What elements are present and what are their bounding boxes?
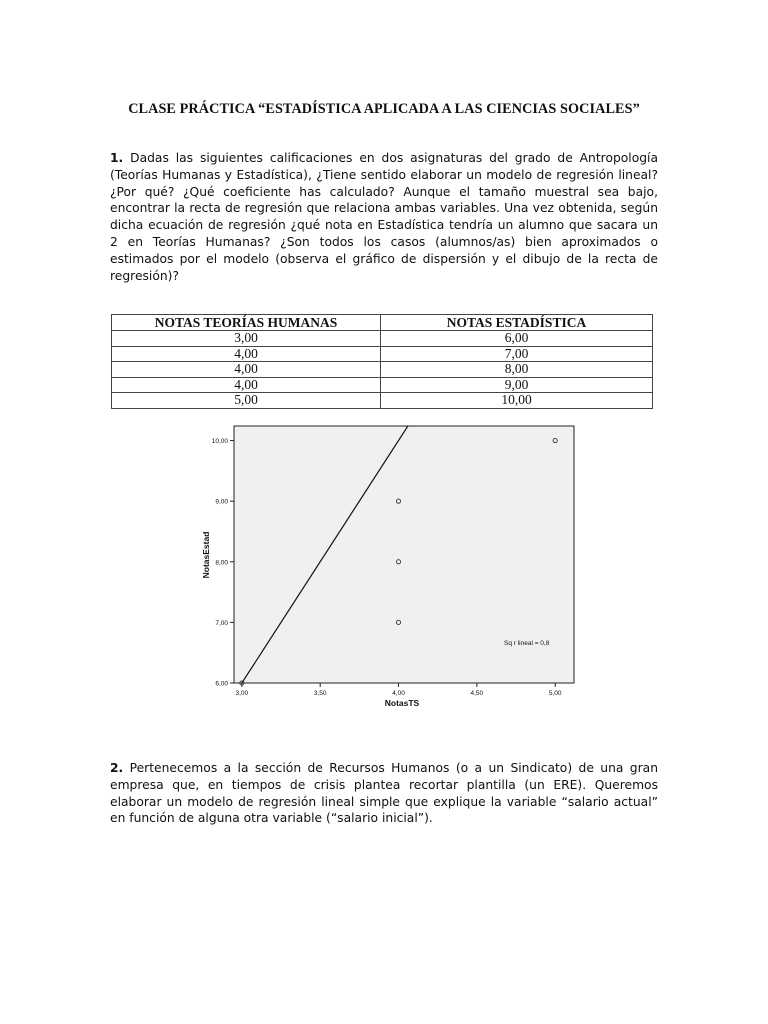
question-2-text: Pertenecemos a la sección de Recursos Humanos (o a un Sindicato) de una gran empresa que, en tiempos de crisis plantea recortar plantilla (un ERE). Queremos elaborar un modelo de regresión lineal simple que explique la variable “salario actual” en función de alguna otra variable (“salario inicial”). <box>110 761 658 826</box>
table-row <box>112 362 653 378</box>
y-tick-label: 8,00 <box>215 559 228 567</box>
cell-estadistica: 10,00 <box>381 393 653 409</box>
question-1-text: Dadas las siguientes calificaciones en dos asignaturas del grado de Antropología (Teorías Humanas y Estadística), ¿Tiene sentido elaborar un modelo de regresión lineal? ¿Por qué? ¿Qué coeficiente has calculado? Aunque el tamaño muestral sea bajo, encontrar la recta de regresión que relaciona ambas variables. Una vez obtenida, según dicha ecuación de regresión ¿qué nota en Estadística tendría un alumno que sacara un 2 en Teorías Humanas? ¿Son todos los casos (alumnos/as) bien aproximados o estimados por el modelo (observa el gráfico de dispersión y el dibujo de la recta de regresión)? <box>110 151 658 283</box>
cell-estadistica: 9,00 <box>381 377 653 393</box>
x-tick-label: 4,50 <box>470 690 484 697</box>
question-2-number: 2. <box>110 761 124 775</box>
table-header-row <box>112 315 653 331</box>
cell-estadistica: 8,00 <box>381 362 653 378</box>
r-squared-annotation: Sq r lineal = 0,8 <box>504 640 550 647</box>
y-axis-label: NotasEstad <box>201 531 211 579</box>
grades-table <box>111 314 653 409</box>
cell-teorias: 3,00 <box>112 331 381 347</box>
cell-teorias: 4,00 <box>112 346 381 362</box>
x-tick-label: 3,00 <box>235 690 249 697</box>
x-tick-label: 3,50 <box>313 690 327 697</box>
y-tick-label: 6,00 <box>215 680 228 688</box>
table-row <box>112 331 653 347</box>
cell-estadistica: 7,00 <box>381 346 653 362</box>
header-notas-estadistica: NOTAS ESTADÍSTICA <box>381 315 653 331</box>
document-title: CLASE PRÁCTICA “ESTADÍSTICA APLICADA A LAS CIENCIAS SOCIALES” <box>128 101 640 117</box>
y-tick-label: 7,00 <box>215 619 228 627</box>
cell-teorias: 4,00 <box>112 362 381 378</box>
scatter-plot <box>190 418 590 718</box>
x-tick-label: 5,00 <box>548 690 562 697</box>
x-tick-label: 4,00 <box>392 690 405 697</box>
header-notas-teorias-humanas: NOTAS TEORÍAS HUMANAS <box>112 315 381 331</box>
y-axis <box>212 438 234 687</box>
question-1-number: 1. <box>110 151 124 165</box>
table-row <box>112 393 653 409</box>
table-row <box>112 377 653 393</box>
cell-estadistica: 6,00 <box>381 331 653 347</box>
question-1 <box>110 150 658 284</box>
y-tick-label: 10,00 <box>211 438 228 446</box>
question-2 <box>110 760 658 827</box>
y-tick-label: 9,00 <box>215 498 228 506</box>
x-axis-label: NotasTS <box>384 698 420 708</box>
cell-teorias: 5,00 <box>112 393 381 409</box>
cell-teorias: 4,00 <box>112 377 381 393</box>
table-row <box>112 346 653 362</box>
x-axis <box>236 683 562 697</box>
